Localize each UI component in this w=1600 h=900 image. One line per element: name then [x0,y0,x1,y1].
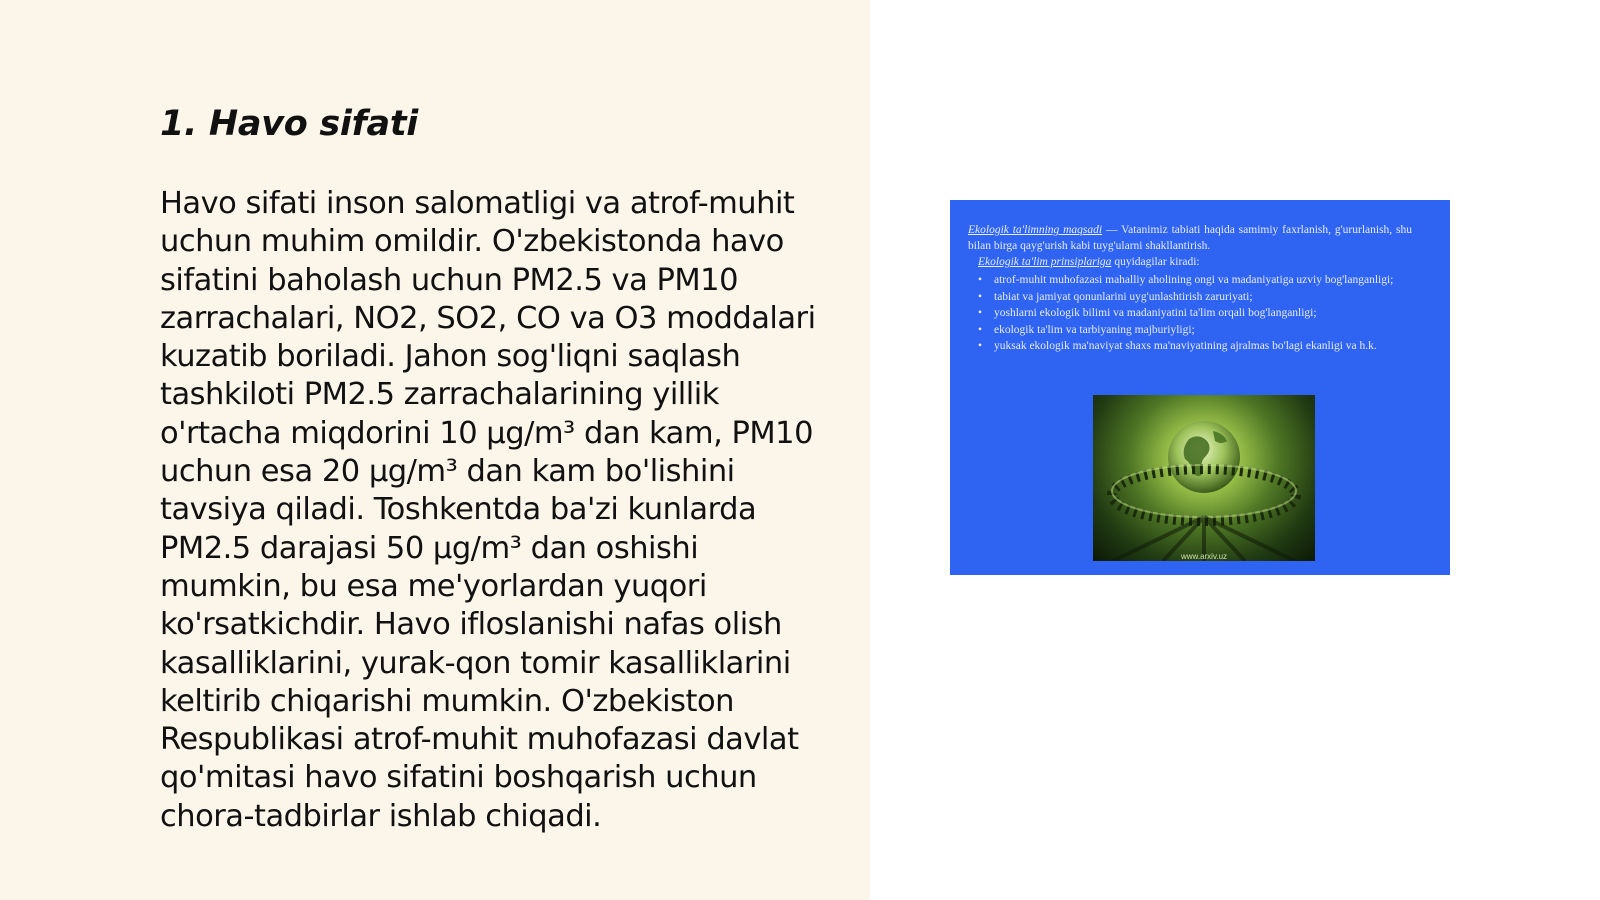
thumbnail-principles [968,254,1412,270]
thumbnail-bullet: • tabiat va jamiyat qonunlarini uyg'unlashtirish zaruriyati; [994,289,1412,306]
slide-title: 1. Havo sifati [160,104,418,144]
thumbnail-principles-heading: Ekologik ta'lim prinsiplariga [978,256,1112,268]
thumbnail-intro-heading: Ekologik ta'limning maqsadi [968,224,1103,236]
thumbnail-intro-text: — Vatanimiz tabiati haqida samimiy faxrlanish, g'ururlanish, shu bilan birga qayg'urish kabi tuyg'ularni shakllantirish. [968,224,1412,252]
thumbnail-intro [968,222,1412,254]
thumbnail-bullet: • atrof-muhit muhofazasi mahalliy aholining ongi va madaniyatiga uzviy bog'langanligi; [994,272,1412,289]
thumbnail-bullet-list [968,272,1412,355]
thumbnail-bullet: • ekologik ta'lim va tarbiyaning majburiyligi; [994,322,1412,339]
globe-people-illustration [1093,395,1315,561]
thumbnail-watermark: www.arxiv.uz [1180,552,1228,561]
thumbnail-bullet: • yoshlarni ekologik bilimi va madaniyatini ta'lim orqali bog'langanligi; [994,305,1412,322]
thumbnail-principles-text: quyidagilar kiradi: [1111,256,1200,268]
globe-people-picture [1093,395,1315,561]
slide-body-text: Havo sifati inson salomatligi va atrof-muhit uchun muhim omildir. O'zbekistonda havo sifatini baholash uchun PM2.5 va PM10 zarrachalari, NO2, SO2, CO va O3 moddalari kuzatib boriladi. Jahon sog'liqni saqlash tashkiloti PM2.5 zarrachalarining yillik o'rtacha miqdorini 10 μg/m³ dan kam, PM10 uchun esa 20 μg/m³ dan kam bo'lishini tavsiya qiladi. Toshkentda ba'zi kunlarda PM2.5 darajasi 50 μg/m³ dan oshishi mumkin, bu esa me'yorlardan yuqori ko'rsatkichdir. Havo ifloslanishi nafas olish kasalliklarini, yurak-qon tomir kasalliklarini keltirib chiqarishi mumkin. O'zbekiston Respublikasi atrof-muhit muhofazasi davlat qo'mitasi havo sifatini boshqarish uchun chora-tadbirlar ishlab chiqadi. [160,186,816,834]
slide-thumbnail-image [950,200,1450,575]
thumbnail-bullet: • yuksak ekologik ma'naviyat shaxs ma'naviyatining ajralmas bo'lagi ekanligi va h.k. [994,338,1412,355]
